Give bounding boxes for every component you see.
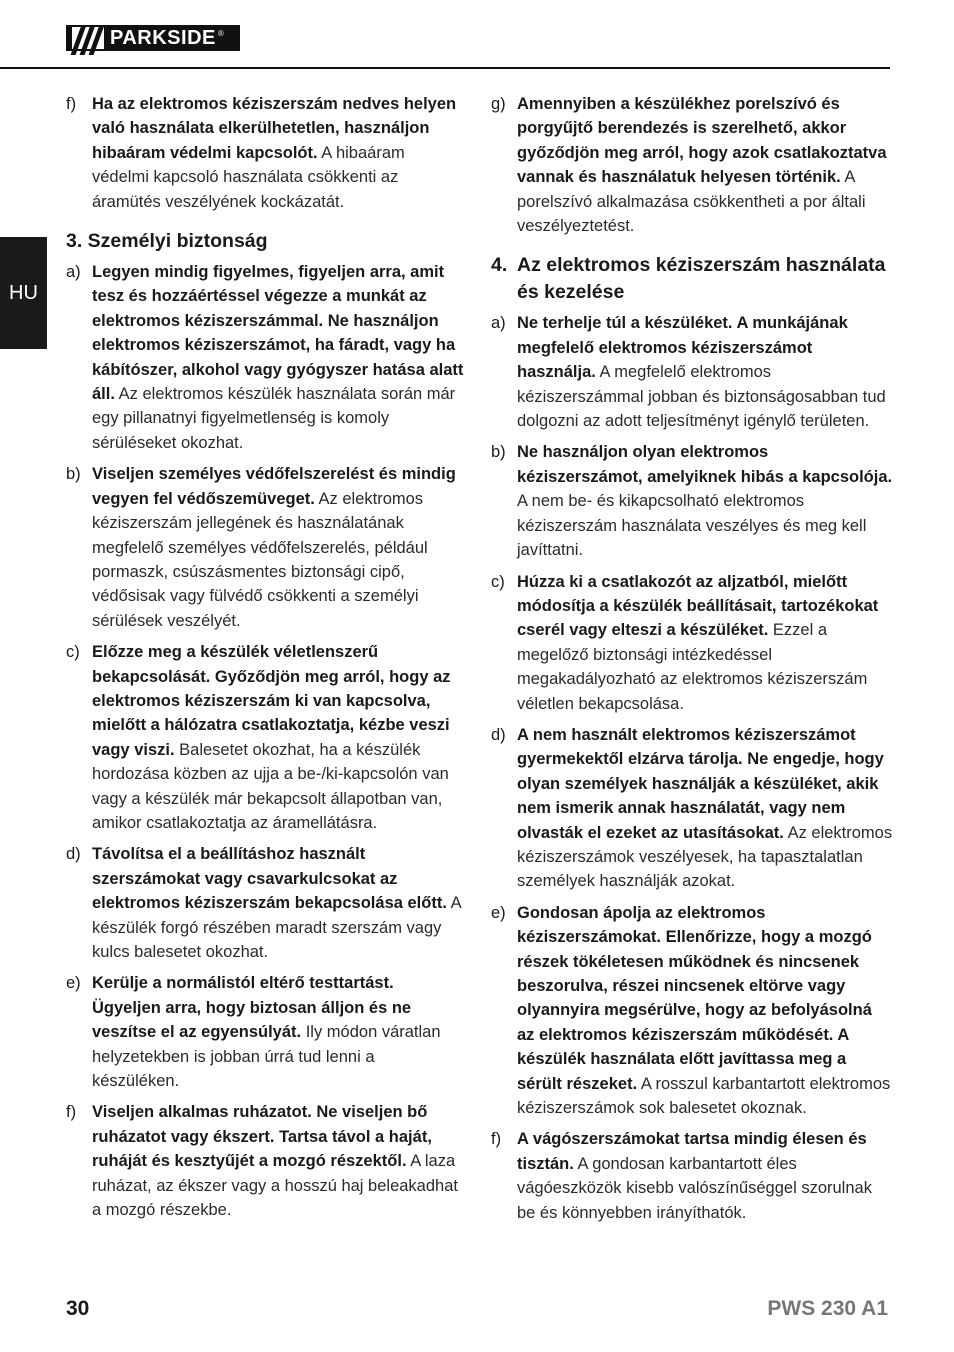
list-item <box>66 92 466 214</box>
item-marker: g) <box>491 95 506 113</box>
item-bold-text: Amennyiben a készülékhez porelszívó és porgyűjtő berendezés is szerelhető, akkor győződjön meg arról, hogy azok csatlakoztatva vannak és használatuk helyesen történik. <box>517 95 887 187</box>
list-item <box>491 901 893 1121</box>
item-normal-text: A porelszívó alkalmazása csökkentheti a por általi veszélyeztetést. <box>517 168 866 236</box>
item-marker: e) <box>66 974 81 993</box>
item-marker: f) <box>66 95 77 113</box>
header-rule <box>0 67 890 69</box>
item-bold-text: A nem használt elektromos kéziszerszámot gyermekektől elzárva tárolja. Ne engedje, hogy olyan személyek használják a készüléket, akik nem ismerik annak használatát, vagy nem olvasták el ezeket az utasításokat. <box>517 725 884 842</box>
list-item <box>66 462 466 633</box>
item-marker: d) <box>491 725 506 744</box>
item-normal-text: A gondosan karbantartott éles vágóeszközök kisebb valószínűséggel szorulnak be és könnyebben irányíthatók. <box>517 1154 872 1222</box>
right-column <box>491 92 893 1232</box>
list-item <box>66 842 466 964</box>
section-heading <box>66 228 466 255</box>
list-item <box>66 260 466 455</box>
item-bold-text: Viseljen személyes védőfelszerelést és mindig vegyen fel védőszemüveget. <box>92 465 456 508</box>
item-normal-text: Az elektromos kéziszerszám jellegének és használatának megfelelő személyes védőfelszerelés, például pormaszk, csúszásmentes biztonsági cipő, védősisak vagy fülvédő csökkenti a személyi sérülések veszélyét. <box>92 489 428 630</box>
section-heading-text: 3. Személyi biztonság <box>66 230 268 253</box>
item-marker: a) <box>66 263 81 282</box>
item-normal-text: A hibaáram védelmi kapcsoló használata csökkenti az áramütés veszélyének kockázatát. <box>92 143 405 211</box>
item-bold-text: Kerülje a normálistól eltérő testtartást. Ügyeljen arra, hogy biztosan álljon és ne veszítse el az egyensúlyát. <box>92 974 412 1042</box>
brand-name: PARKSIDE <box>110 27 216 49</box>
item-normal-text: A készülék forgó részében maradt szerszám vagy kulcs balesetet okozhat. <box>92 894 461 961</box>
item-normal-text: Ezzel a megelőző biztonsági intézkedéssel megakadályozható az elektromos kéziszerszám véletlen bekapcsolása. <box>517 621 868 713</box>
list-item <box>491 570 893 716</box>
list-item <box>66 971 466 1093</box>
item-marker: c) <box>66 643 80 662</box>
list-item <box>66 640 466 835</box>
parkside-logo <box>66 25 240 51</box>
list-item <box>491 723 893 894</box>
item-marker: d) <box>66 845 81 864</box>
list-item <box>491 311 893 433</box>
item-bold-text: Ha az elektromos kéziszerszám nedves helyen való használata elkerülhetetlen, használjon hibaáram védelmi kapcsolót. <box>92 95 457 162</box>
list-item <box>491 440 893 562</box>
model-name: PWS 230 A1 <box>767 1297 888 1320</box>
item-bold-text: Legyen mindig figyelmes, figyeljen arra, amit tesz és hozzáértéssel végezze a munkát az elektromos kéziszerszámmal. Ne használjon elektromos kéziszerszámot, ha fáradt, vagy ha kábítószer, alkohol vagy gyógyszer hatása alatt áll. <box>92 263 464 404</box>
item-normal-text: Balesetet okozhat, ha a készülék hordozása közben az ujja a be-/ki-kapcsolón van vagy a készülék már bekapcsolt állapotban van, amikor csatlakoztatja az áramellátásra. <box>92 740 449 832</box>
list-item <box>491 1127 893 1225</box>
item-bold-text: A vágószerszámokat tartsa mindig élesen és tisztán. <box>517 1130 867 1173</box>
item-marker: a) <box>491 314 506 333</box>
item-bold-text: Ne használjon olyan elektromos kéziszerszámot, amelyiknek hibás a kapcsolója. <box>517 443 893 486</box>
registered-mark: ® <box>217 29 224 38</box>
list-item <box>66 1100 466 1222</box>
page-number: 30 <box>66 1297 90 1320</box>
item-bold-text: Viseljen alkalmas ruházatot. Ne viseljen bő ruházatot vagy ékszert. Tartsa távol a haját, ruháját és kesztyűjét a mozgó részektől. <box>92 1103 432 1171</box>
item-marker: f) <box>66 1103 77 1122</box>
section-heading <box>491 252 893 306</box>
logo-slashes-icon <box>72 27 104 49</box>
item-normal-text: Az elektromos kéziszerszámok veszélyesek, ha tapasztalatlan személyek használják azokat. <box>517 823 893 891</box>
list-item <box>491 92 893 238</box>
item-marker: c) <box>491 572 505 591</box>
item-normal-text: A rosszul karbantartott elektromos kéziszerszámok sok balesetet okoznak. <box>517 1074 891 1118</box>
section-heading-number: 4. <box>491 254 508 277</box>
item-marker: b) <box>66 465 81 484</box>
item-bold-text: Ne terhelje túl a készüléket. A munkájának megfelelő elektromos kéziszerszámot használja. <box>517 314 848 382</box>
item-normal-text: A laza ruházat, az ékszer vagy a hosszú haj beleakadhat a mozgó részekbe. <box>92 1152 458 1220</box>
left-column <box>66 92 466 1229</box>
item-normal-text: A nem be- és kikapcsolható elektromos kéziszerszám használata veszélyes és meg kell javíttatni. <box>517 492 867 560</box>
item-marker: b) <box>491 443 506 462</box>
item-normal-text: Ily módon váratlan helyzetekben is jobban úrrá tud lenni a készüléken. <box>92 1023 441 1091</box>
item-bold-text: Előzze meg a készülék véletlenszerű bekapcsolását. Győződjön meg arról, hogy az elektromos kéziszerszám ki van kapcsolva, mielőtt a hálózatra csatlakoztatja, kézbe veszi vagy viszi. <box>92 643 451 759</box>
item-bold-text: Távolítsa el a beállításhoz használt szerszámokat vagy csavarkulcsokat az elektromos kéziszerszám bekapcsolása előtt. <box>92 845 447 913</box>
item-normal-text: A megfelelő elektromos kéziszerszámmal jobban és biztonságosabban tud dolgozni az adott teljesítményt igénylő területen. <box>517 363 886 431</box>
language-tab: HU <box>0 237 47 349</box>
item-marker: e) <box>491 903 506 922</box>
item-marker: f) <box>491 1130 502 1149</box>
section-heading-text: Az elektromos kéziszerszám használata és kezelése <box>517 254 886 304</box>
item-bold-text: Gondosan ápolja az elektromos kéziszerszámokat. Ellenőrizze, hogy a mozgó részek tökéletesen működnek és nincsenek beszorulva, részei nincsenek eltörve vagy olyannyira megsérülve, hogy az befolyásolná az elektromos kéziszerszám működését. A készülék használata előtt javíttassa meg a sérült részeket. <box>517 903 872 1093</box>
item-normal-text: Az elektromos készülék használata során már egy pillanatnyi figyelmetlenség is komoly sérüléseket okozhat. <box>92 385 456 452</box>
item-bold-text: Húzza ki a csatlakozót az aljzatból, mielőtt módosítja a készülék beállításait, tartozékokat cserél vagy elteszi a készüléket. <box>517 572 879 640</box>
